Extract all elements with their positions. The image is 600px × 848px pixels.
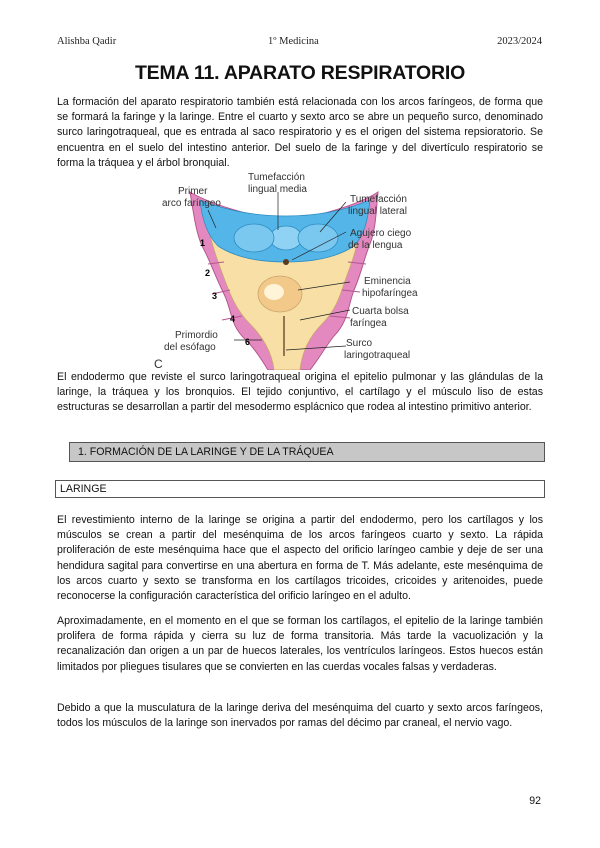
pharyngeal-arches-figure [150, 170, 460, 370]
median-swelling [270, 226, 302, 250]
page-title: TEMA 11. APARATO RESPIRATORIO [134, 62, 466, 84]
label-primer-arco: Primer [178, 186, 208, 197]
label-tumefaccion-media: Tumefacción [248, 172, 305, 183]
label-surco: laringotraqueal [344, 350, 411, 361]
header-course: 1º Medicina [268, 36, 319, 47]
header-year: 2023/2024 [497, 36, 542, 47]
label-agujero-ciego: Agujero ciego [350, 228, 412, 239]
subsection-heading: LARINGE [55, 480, 545, 498]
label-tumefaccion-media: lingual media [248, 184, 307, 195]
lateral-swelling-left [234, 224, 274, 252]
header-author: Alishba Qadir [57, 36, 117, 47]
arch-number: 2 [205, 268, 211, 278]
arch-number: 1 [200, 238, 206, 248]
label-eminencia: hipofaríngea [362, 288, 418, 299]
label-primer-arco: arco faríngeo [162, 198, 221, 209]
paragraph-cartilagos: Aproximadamente, en el momento en el que se forman los cartílagos, el epitelio de la laringe también prolifera de forma rápida y cierra su luz de forma transitoria. Más tarde la vacuolización y la recanalización dan origen a un par de huecos laterales, los ventrículos laríngeos. Estos huecos están limitados por pliegues tisulares que se convierten en las cuerdas vocales falsas y verdaderas. [57, 615, 543, 673]
label-primordio: del esófago [164, 342, 216, 353]
arch-number: 4 [230, 314, 236, 324]
foramen-cecum [283, 259, 289, 265]
lateral-swelling-right [298, 224, 338, 252]
label-cuarta-bolsa: faríngea [350, 318, 387, 329]
paragraph-musculatura: Debido a que la musculatura de la laringe deriva del mesénquima del cuarto y sexto arcos faríngeos, todos los músculos de la laringe son inervados por ramas del décimo par craneal, el nervio vago. [57, 702, 543, 730]
paragraph-endodermo: El endodermo que reviste el surco laringotraqueal origina el epitelio pulmonar y las glándulas de la laringe, la tráquea y los bronquios. El tejido conjuntivo, el cartílago y el músculo liso de estas estructuras se desarrollan a partir del mesodermo esplácnico que rodea al intestino primitivo anterior. [57, 371, 543, 414]
label-cuarta-bolsa: Cuarta bolsa [352, 306, 409, 317]
paragraph-revestimiento: El revestimiento interno de la laringe se origina a partir del endodermo, pero los cartílagos y los músculos se crean a partir del mesénquima de los arcos faríngeos cuarto y sexto. La rápida proliferación de este mesénquima hace que el aspecto del orificio laríngeo cambie y deje de ser una hendidura sagital para convertirse en una abertura en forma de T. Más adelante, este mesénquima de los arcos cuarto y sexto se transforma en los cartílagos tricoides, cricoides y aritenoides, puede reconocerse la configuración característica del orificio laríngeo en el adulto. [57, 514, 543, 603]
arch-number: 6 [245, 337, 251, 347]
figure-corner-letter: C [154, 357, 163, 370]
label-tumefaccion-lateral: lingual lateral [348, 206, 407, 217]
label-eminencia: Eminencia [364, 276, 411, 287]
label-surco: Surco [346, 338, 373, 349]
page-number: 92 [529, 795, 541, 807]
eminence-highlight [264, 284, 284, 300]
section-heading: 1. FORMACIÓN DE LA LARINGE Y DE LA TRÁQUEA [69, 442, 545, 462]
arch-number: 3 [212, 291, 218, 301]
intro-paragraph: La formación del aparato respiratorio también está relacionada con los arcos faríngeos, de forma que se formará la faringe y la laringe. Entre el cuarto y sexto arco se abre un pequeño surco, denominado surco laringotraqueal, que es entrada al saco respiratorio y es el origen del sistema repsioratorio. Se encuentra en el suelo del intestino anterior. Del suelo de la faringe y del divertículo respiratorio se forma la tráquea y el árbol bronquial. [57, 96, 543, 169]
label-primordio: Primordio [175, 330, 218, 341]
label-tumefaccion-lateral: Tumefacción [350, 194, 407, 205]
label-agujero-ciego: de la lengua [348, 240, 403, 251]
